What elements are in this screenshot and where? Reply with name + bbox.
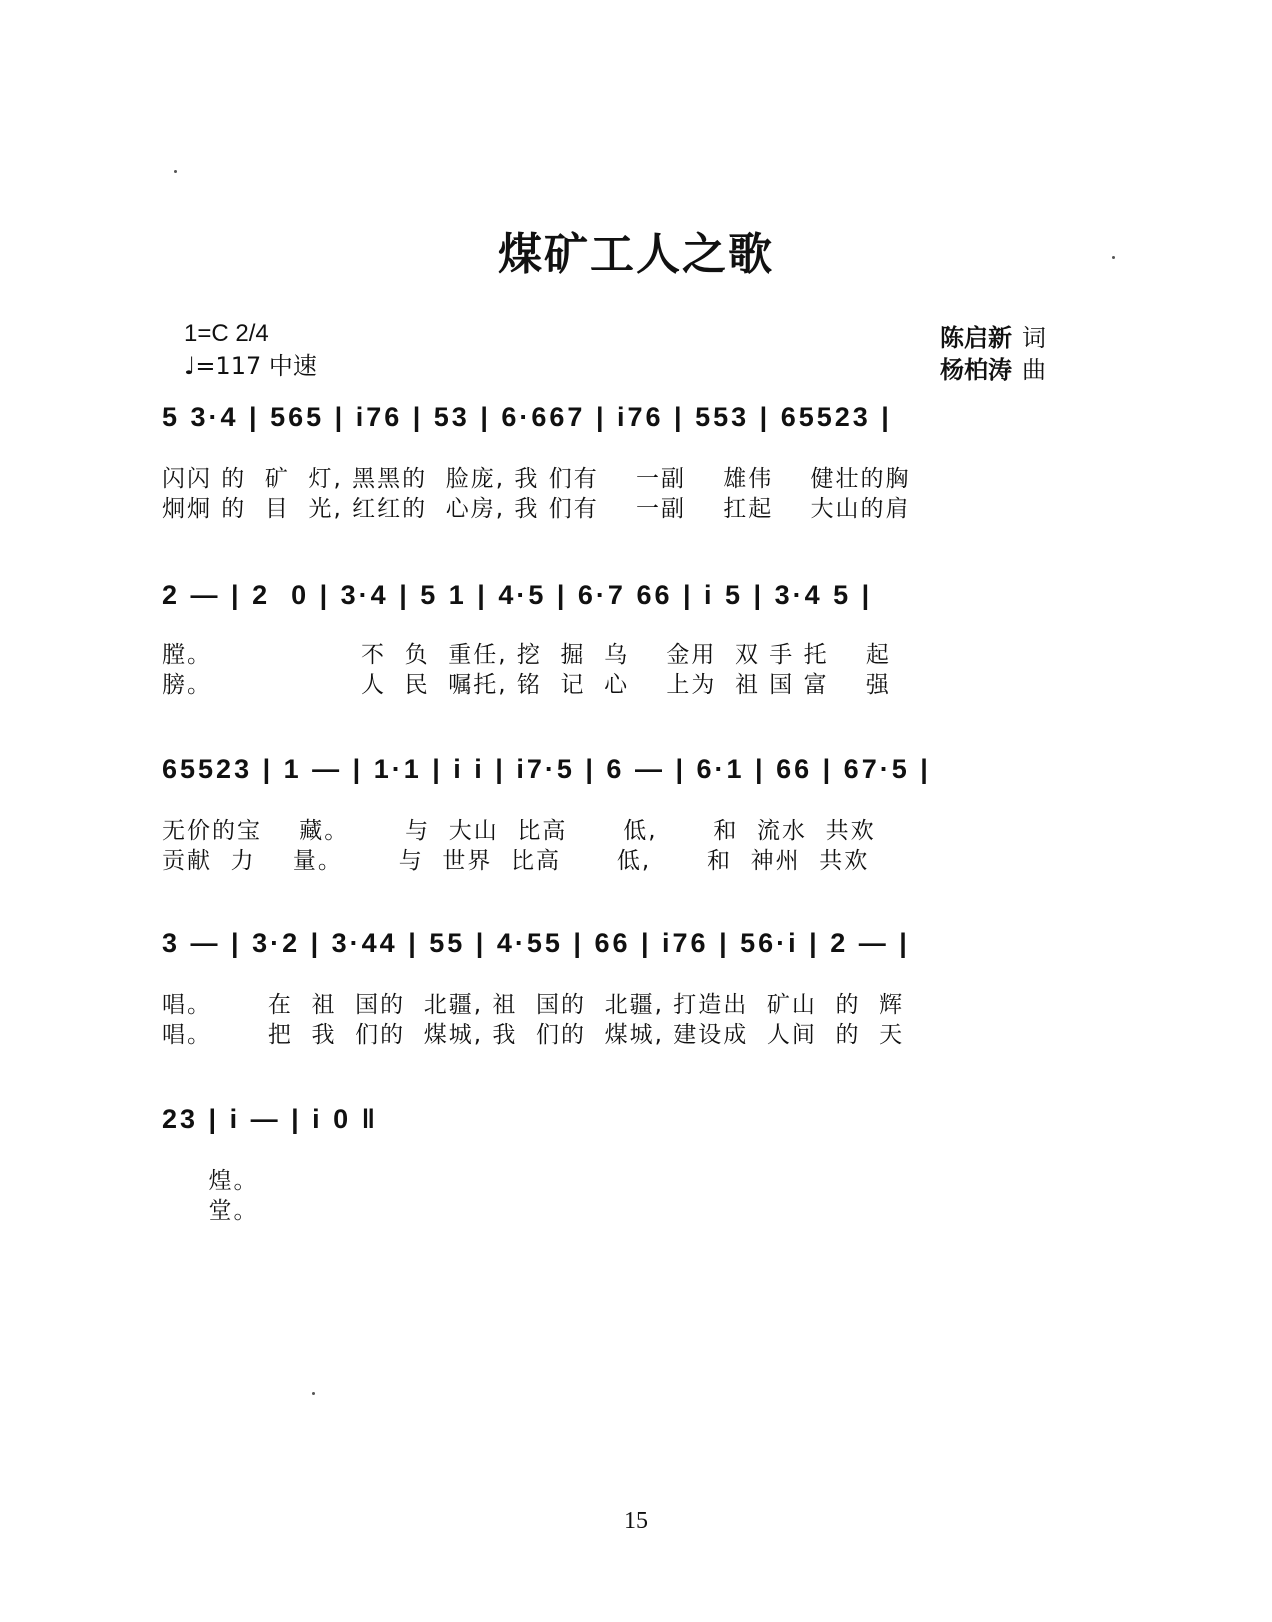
lyric-verse2-line-5: 堂。 — [162, 1198, 259, 1224]
tempo-marking: ♩=117 中速 — [184, 352, 317, 380]
notation-line-1: 5 3·4 | 565 | i76 | 53 | 6·667 | i76 | 553 | 65523 | — [162, 402, 892, 432]
composer-credit — [940, 354, 1046, 386]
notation-line-2: 2 — | 2 0 | 3·4 | 5 1 | 4·5 | 6·7 66 | i 5 | 3·4 5 | — [162, 580, 873, 610]
scan-speck — [312, 1392, 315, 1395]
lyricist-name: 陈启新 — [940, 324, 1012, 352]
scan-speck — [1112, 256, 1115, 259]
key-signature: 1=C 2/4 — [184, 320, 269, 347]
lyricist-credit — [940, 322, 1046, 354]
notation-line-5: 23 | i — | i 0 ‖ — [162, 1104, 379, 1134]
lyric-verse1-line-4: 唱。 在 祖 国的 北疆, 祖 国的 北疆, 打造出 矿山 的 辉 — [162, 992, 905, 1018]
lyric-verse2-line-4: 唱。 把 我 们的 煤城, 我 们的 煤城, 建设成 人间 的 天 — [162, 1022, 905, 1048]
key-tempo-block — [184, 318, 317, 382]
lyric-verse1-line-5: 煌。 — [162, 1168, 259, 1194]
credits-block — [940, 322, 1046, 386]
notation-line-3: 65523 | 1 — | 1·1 | i i | i7·5 | 6 — | 6·1 | 66 | 67·5 | — [162, 754, 931, 784]
page-number: 15 — [624, 1508, 648, 1534]
lyricist-role: 词 — [1022, 324, 1046, 352]
lyric-verse1-line-1: 闪闪 的 矿 灯, 黑黑的 脸庞, 我 们有 一副 雄伟 健壮的胸 — [162, 466, 911, 492]
scan-speck — [174, 170, 177, 173]
lyric-verse1-line-3: 无价的宝 藏。 与 大山 比高 低, 和 流水 共欢 — [162, 818, 876, 844]
lyric-verse2-line-2: 膀。 人 民 嘱托, 铭 记 心 上为 祖 国 富 强 — [162, 672, 891, 698]
lyric-verse2-line-3: 贡献 力 量。 与 世界 比高 低, 和 神州 共欢 — [162, 848, 870, 874]
lyric-verse2-line-1: 炯炯 的 目 光, 红红的 心房, 我 们有 一副 扛起 大山的肩 — [162, 496, 911, 522]
notation-line-4: 3 — | 3·2 | 3·44 | 55 | 4·55 | 66 | i76 | 56·i | 2 — | — [162, 928, 910, 958]
composer-name: 杨柏涛 — [940, 356, 1012, 384]
composer-role: 曲 — [1022, 356, 1046, 384]
lyric-verse1-line-2: 膛。 不 负 重任, 挖 掘 乌 金用 双 手 托 起 — [162, 642, 891, 668]
song-title: 煤矿工人之歌 — [498, 229, 774, 280]
